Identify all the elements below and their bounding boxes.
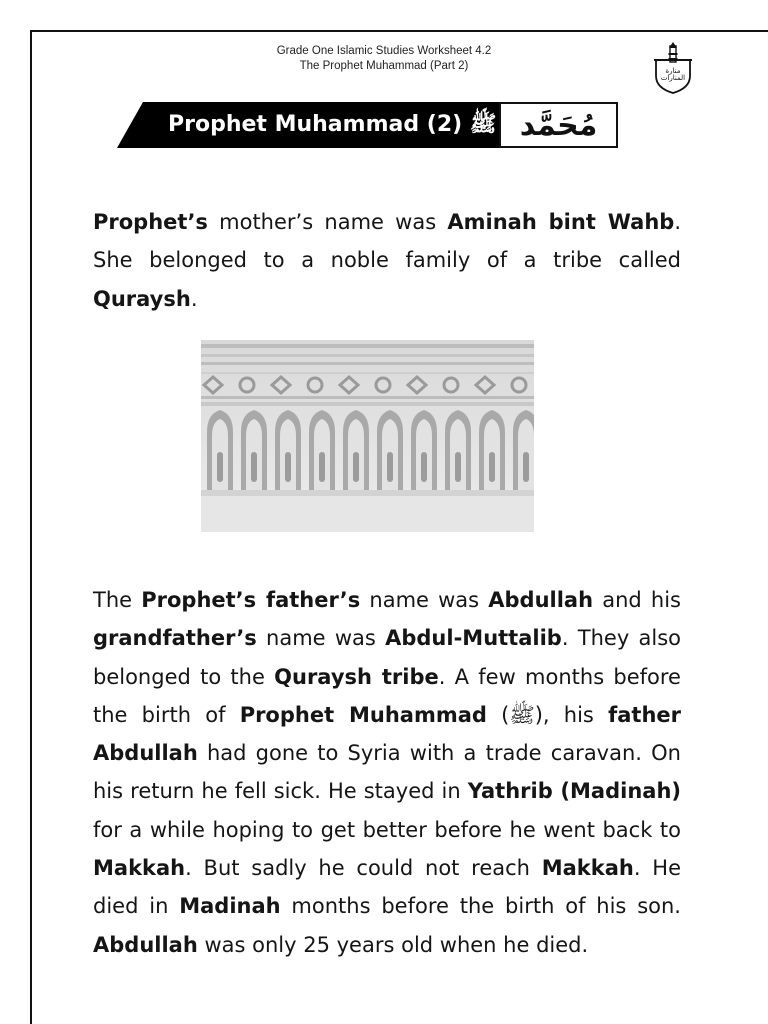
worksheet-title: Grade One Islamic Studies Worksheet 4.2	[276, 45, 492, 57]
text-run: was only 25 years old when he died.	[197, 932, 589, 957]
logo-text: منارة المنارات	[660, 67, 686, 82]
bold-text: Prophet’s father’s	[141, 588, 361, 612]
text-run: and his	[593, 588, 681, 612]
page-title: Prophet Muhammad ﷺ (2)	[168, 112, 497, 137]
bold-text: father Abdullah	[93, 702, 681, 766]
text-run: . A few months before the birth of	[93, 664, 681, 727]
text-run: The	[93, 588, 142, 612]
bold-text: Prophet’s	[93, 210, 208, 234]
arch-column	[377, 410, 403, 490]
paragraph-father	[93, 581, 681, 964]
text-run: had gone to Syria with a trade caravan. On his return he fell sick. He stayed in	[93, 741, 681, 804]
text-run: months before the birth of his son.	[280, 894, 681, 919]
arch-base	[201, 496, 534, 532]
bold-text: Quraysh tribe	[274, 664, 439, 689]
arch-column	[275, 410, 301, 490]
bold-text: Abdullah	[93, 932, 198, 957]
arch-pattern-illustration	[201, 340, 534, 532]
arch-column	[479, 410, 505, 490]
bold-text: Makkah	[93, 856, 186, 881]
arch-column	[207, 410, 233, 490]
text-run: . He died in	[93, 856, 681, 919]
arch-column	[343, 410, 369, 490]
arch-column	[241, 410, 267, 490]
arch-column	[309, 410, 335, 490]
title-arabic: مُحَمَّد	[519, 107, 598, 143]
text-run: mother’s name was	[207, 210, 448, 234]
arch-column	[513, 410, 534, 490]
bold-text: Yathrib (Madinah)	[467, 779, 681, 804]
minaret-shield-logo	[650, 42, 696, 94]
bold-text: Abdul-Muttalib	[385, 626, 562, 651]
arch-column	[411, 410, 437, 490]
bold-text: Prophet Muhammad	[239, 702, 487, 727]
text-run: name was	[360, 588, 489, 612]
bold-text: Quraysh	[93, 286, 191, 311]
text-run: for a while hoping to get better before he went back to	[93, 817, 681, 842]
text-run: . They also belonged to the	[93, 626, 681, 689]
paragraph-mother	[93, 203, 681, 318]
bold-text: Makkah	[541, 856, 634, 881]
bold-text: Aminah bint Wahb	[447, 210, 675, 234]
text-run: (ﷺ), his	[486, 702, 609, 727]
text-run: . But sadly he could not reach	[185, 856, 542, 881]
arch-column	[445, 410, 471, 490]
bold-text: grandfather’s	[93, 626, 257, 651]
text-run: . She belonged to a noble family of a tribe called	[93, 210, 681, 273]
worksheet-subtitle: The Prophet Muhammad (Part 2)	[299, 60, 469, 72]
bold-text: Madinah	[179, 894, 281, 919]
text-run: name was	[256, 626, 386, 651]
mosque-arch-pattern-image	[201, 340, 534, 532]
bold-text: Abdullah	[488, 588, 594, 612]
text-run: .	[190, 286, 198, 311]
